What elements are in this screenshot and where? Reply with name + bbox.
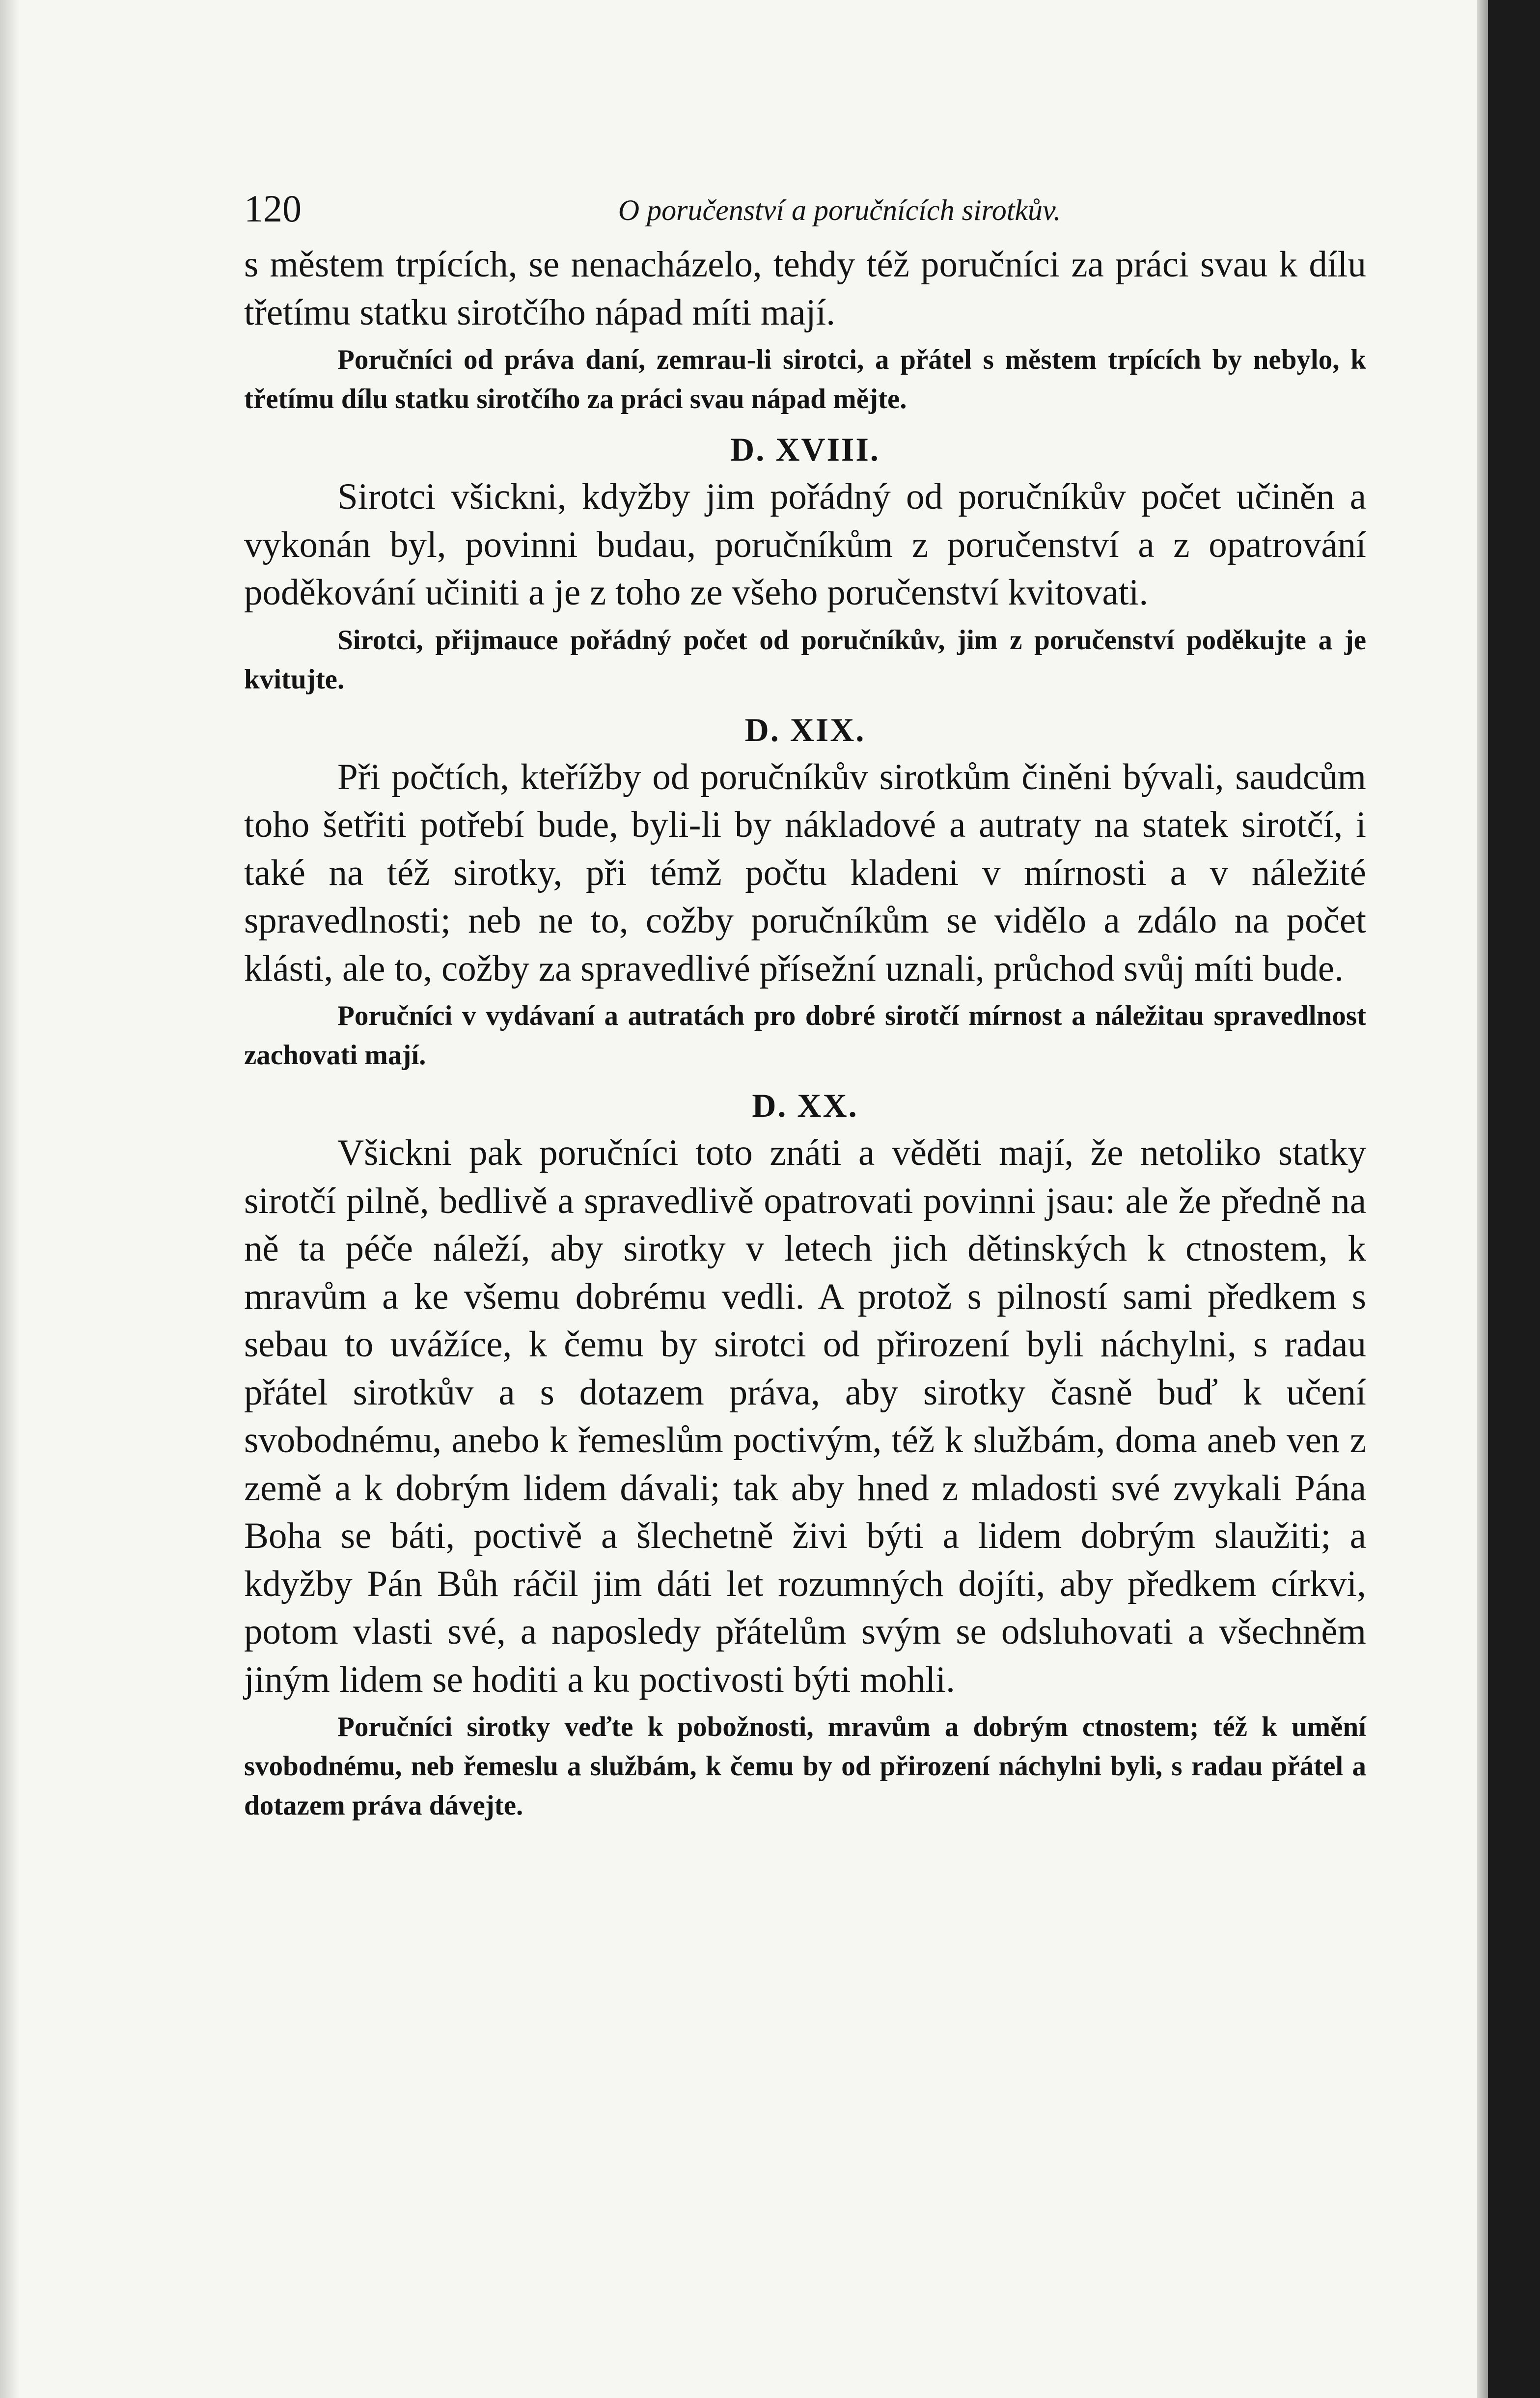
summary-note-xix: Poručníci v vydávaní a autratách pro dobré sirotčí mírnost a náležitau spravedlnost zachovati mají. [244, 1000, 1366, 1071]
paragraph-continuation: s městem trpících, se nenacházelo, tehdy též poručníci za práci svau k dílu třetímu statku sirotčího nápad míti mají. [244, 244, 1366, 333]
section-heading-xx: D. XX. [752, 1087, 858, 1124]
page-edge [1477, 0, 1488, 2398]
section-heading-xix: D. XIX. [744, 711, 866, 748]
spine-shadow [0, 0, 20, 2398]
page-number: 120 [244, 187, 302, 230]
running-head [244, 187, 1366, 241]
page-content [244, 187, 1366, 1825]
section-heading-xviii: D. XVIII. [730, 431, 880, 468]
paragraph-section-xx: Všickni pak poručníci toto znáti a věděti mají, že netoliko statky sirotčí pilně, bedlivě a spravedlivě opatrovati povinni jsau: ale že předně na ně ta péče náleží, aby sirotky v letech jich dětinských k ctnostem, k mravům a ke všemu dobrému vedli. A protož s pilností sami předkem s sebau to uvážíce, k čemu by sirotci od přirození byli náchylni, s radau přátel sirotkův a s dotazem práva, aby sirotky časně buď k učení svobodnému, anebo k řemeslům poctivým, též k službám, doma aneb ven z země a k dobrým lidem dávali; tak aby hned z mladosti své zvykali Pána Boha se báti, poctivě a šlechetně živi býti a lidem dobrým slaužiti; a kdyžby Pán Bůh ráčil jim dáti let rozumných dojíti, aby předkem církvi, potom vlasti své, a naposledy přátelům svým se odsluhovati a všechněm jiným lidem se hoditi a ku poctivosti býti mohli. [244, 1132, 1366, 1700]
paragraph-section-xix: Při počtích, kteřížby od poručníkův sirotkům činěni bývali, saudcům toho šetřiti potřebí bude, byli-li by nákladové a autraty na statek sirotčí, i také na též sirotky, při témž počtu kladeni v mírnosti a v náležité spravedlnosti; neb ne to, cožby poručníkům se vidělo a zdálo na počet klásti, ale to, cožby za spravedlivé přísežní uznali, průchod svůj míti bude. [244, 756, 1366, 989]
marginal-summary-note: Poručníci od práva daní, zemrau-li sirotci, a přátel s městem trpících by nebylo, k třetímu dílu statku sirotčího za práci svau nápad mějte. [244, 344, 1366, 414]
summary-note-xx: Poručníci sirotky veďte k pobožnosti, mravům a dobrým ctnostem; též k umění svobodnému, neb řemeslu a službám, k čemu by od přirození náchylni byli, s radau přátel a dotazem práva dávejte. [244, 1711, 1366, 1821]
running-title: O poručenství a poručnících sirotkův. [618, 194, 1061, 226]
paragraph-section-xviii: Sirotci všickni, kdyžby jim pořádný od poručníkův počet učiněn a vykonán byl, povinni budau, poručníkům z poručenství a z opatrování poděkování učiniti a je z toho ze všeho poručenství kvitovati. [244, 476, 1366, 613]
summary-note-xviii: Sirotci, přijmauce pořádný počet od poručníkův, jim z poručenství poděkujte a je kvitujte. [244, 624, 1366, 695]
